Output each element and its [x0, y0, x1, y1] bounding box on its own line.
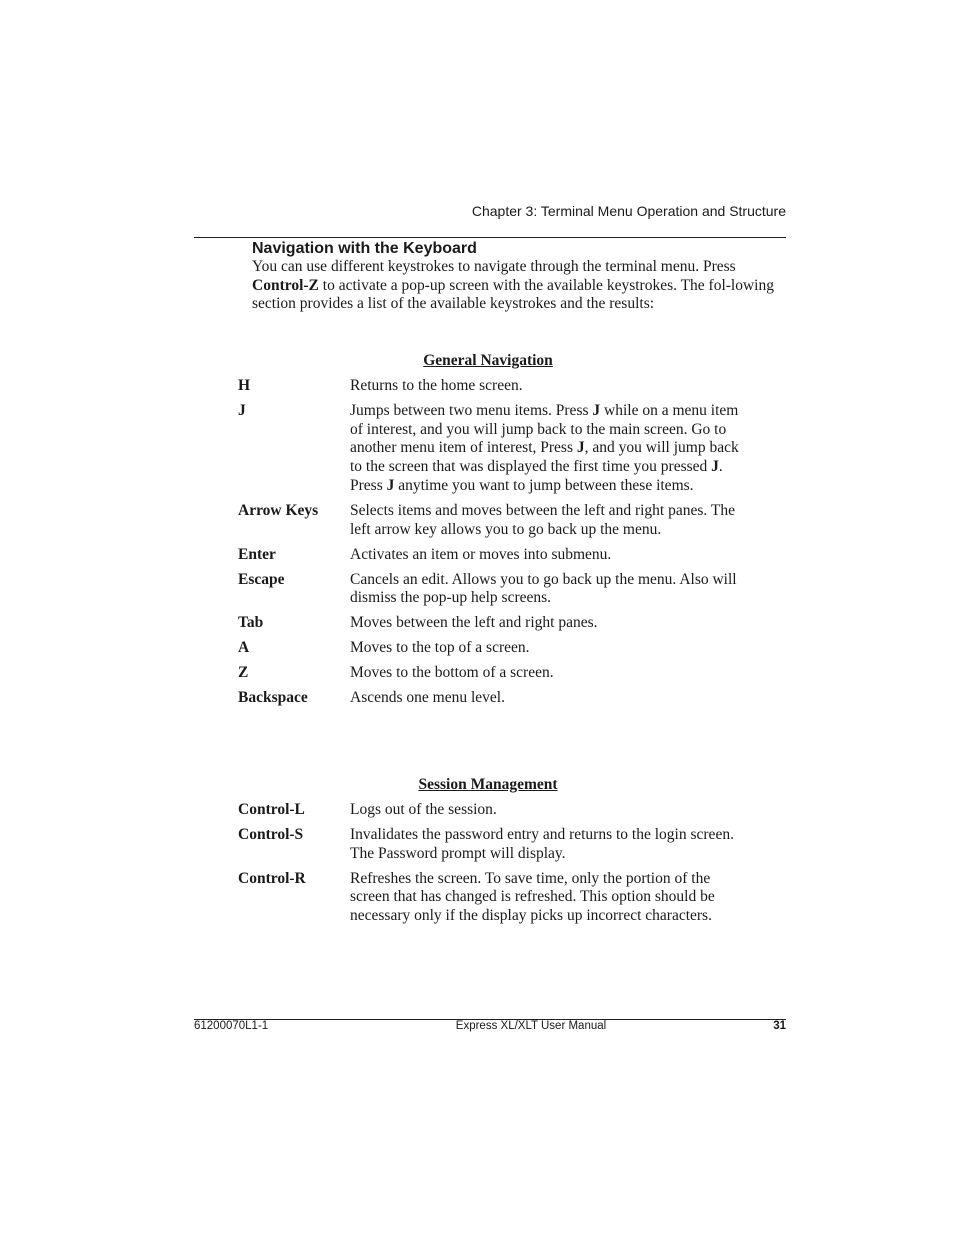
keystroke-row — [238, 801, 748, 820]
bold-keystroke: Control-Z — [252, 276, 319, 294]
keystroke-row — [238, 571, 748, 608]
keystroke-description — [350, 614, 748, 633]
text-run: Moves to the top of a screen. — [350, 639, 530, 657]
text-run: Ascends one menu level. — [350, 689, 505, 707]
text-run: Jumps between two menu items. Press — [350, 402, 593, 419]
keystroke-row — [238, 689, 748, 708]
intro-paragraph — [252, 258, 788, 314]
text-run: Returns to the home screen. — [350, 377, 523, 394]
text-run: Invalidates the password entry and returns to the login screen. The Password prompt will display. — [350, 826, 734, 862]
keystroke-description — [350, 402, 748, 496]
keystroke-key: Arrow Keys — [238, 501, 319, 519]
keystroke-key: Z — [238, 664, 249, 682]
bold-keystroke: J — [711, 458, 719, 476]
keystroke-key: Backspace — [238, 689, 308, 707]
keystroke-description — [350, 546, 748, 565]
general-navigation-heading: General Navigation — [423, 352, 553, 369]
keystroke-description — [350, 801, 748, 820]
keystroke-description — [350, 502, 748, 539]
keystroke-row — [238, 614, 748, 633]
keystroke-key: Control-L — [238, 801, 305, 818]
keystroke-key: H — [238, 377, 251, 394]
keystroke-key: A — [238, 639, 250, 657]
bold-keystroke: J — [592, 402, 601, 419]
page-number: 31 — [773, 1020, 786, 1032]
footer-manual-title: Express XL/XLT User Manual — [455, 1020, 607, 1032]
keystroke-key: Control-S — [238, 826, 304, 843]
keystroke-key: Control-R — [238, 869, 306, 887]
running-header: Chapter 3: Terminal Menu Operation and Structure — [471, 203, 786, 219]
keystroke-row — [238, 546, 748, 565]
general-navigation-list — [238, 377, 748, 714]
text-run: You can use different keystrokes to navigate through the terminal menu. Press — [252, 258, 736, 275]
keystroke-row — [238, 502, 748, 539]
keystroke-description — [350, 664, 748, 683]
bold-keystroke: J — [386, 476, 395, 494]
keystroke-row — [238, 870, 748, 926]
session-management-list — [238, 801, 748, 932]
keystroke-key: Tab — [238, 614, 264, 632]
keystroke-key: J — [238, 402, 246, 419]
text-run: . Press — [350, 458, 723, 494]
session-management-heading: Session Management — [418, 776, 558, 793]
text-run: Refreshes the screen. To save time, only the portion of the screen that has changed is refreshed. This option should be necessary only if the display picks up incorrect characters. — [350, 869, 715, 925]
text-run: Moves to the bottom of a screen. — [350, 664, 554, 682]
text-run: , and you will jump back to the screen that was displayed the first time you pressed — [350, 439, 739, 476]
text-run: Logs out of the session. — [350, 801, 497, 818]
keystroke-description — [350, 826, 748, 863]
text-run: anytime you want to jump between these items. — [394, 476, 694, 494]
keystroke-row — [238, 826, 748, 863]
keystroke-row — [238, 402, 748, 496]
keystroke-row — [238, 639, 748, 658]
text-run: to activate a pop-up screen with the available keystrokes. The fol-lowing section provides a list of the available keystrokes and the results: — [252, 276, 774, 313]
keystroke-row — [238, 664, 748, 683]
text-run: while on a menu item of interest, and you will jump back to the main screen. Go to another menu item of interest, Press — [350, 402, 739, 457]
section-title: Navigation with the Keyboard — [252, 240, 477, 257]
keystroke-key: Enter — [238, 545, 276, 563]
bold-keystroke: J — [576, 439, 585, 457]
keystroke-description — [350, 870, 748, 926]
text-run: Selects items and moves between the left and right panes. The left arrow key allows you to go back up the menu. — [350, 501, 735, 538]
footer-part-number: 61200070L1-1 — [194, 1020, 269, 1032]
text-run: Activates an item or moves into submenu. — [350, 545, 612, 563]
keystroke-description — [350, 571, 748, 608]
keystroke-description — [350, 639, 748, 658]
keystroke-description — [350, 689, 748, 708]
keystroke-key: Escape — [238, 570, 285, 588]
header-rule — [194, 237, 786, 238]
text-run: Cancels an edit. Allows you to go back up the menu. Also will dismiss the pop-up help screens. — [350, 570, 737, 607]
keystroke-description — [350, 377, 748, 396]
text-run: Moves between the left and right panes. — [350, 614, 598, 632]
keystroke-row — [238, 377, 748, 396]
